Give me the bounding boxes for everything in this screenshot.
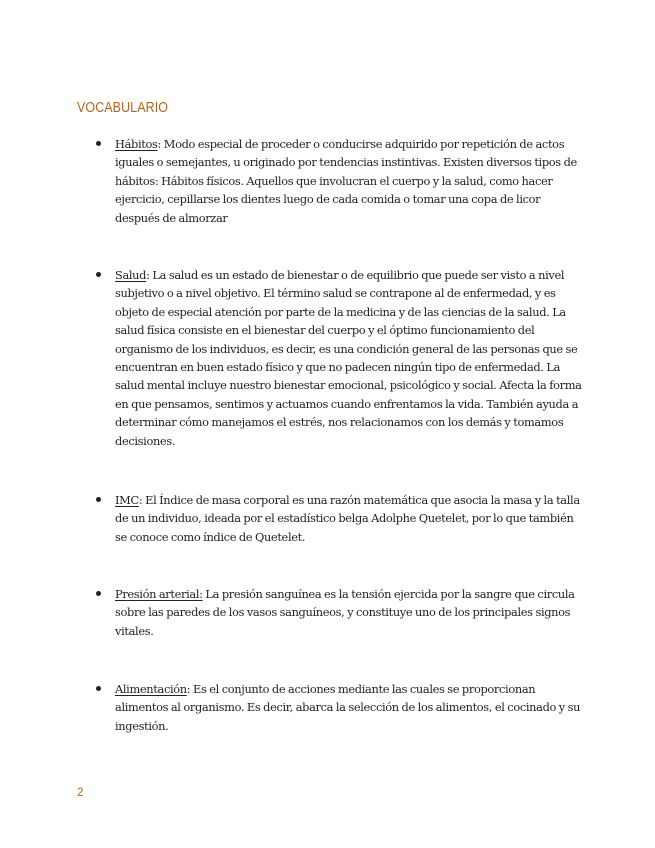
entry-separator: : xyxy=(138,493,143,507)
entry-definition: La presión sanguínea es la tensión ejercida por la sangre que circula sobre las paredes de los vasos sanguíneos, y constituye uno de los principales signos vitales. xyxy=(115,587,575,638)
entry-term: Alimentación xyxy=(115,682,187,696)
page-number: 2 xyxy=(77,787,84,799)
entry-separator: : xyxy=(146,268,150,282)
entry-separator: : xyxy=(186,682,191,696)
entry-text xyxy=(115,135,582,227)
entry-term: Hábitos xyxy=(115,137,158,151)
section-heading: VOCABULARIO xyxy=(77,100,169,116)
bullet-icon xyxy=(96,497,101,502)
entry-definition: El Índice de masa corporal es una razón matemática que asocia la masa y la talla de un individuo, ideada por el estadístico belga Adolphe Quetelet, por lo que también se conoce como índice de Quetelet. xyxy=(115,493,580,544)
entry-text xyxy=(115,680,582,735)
entry-separator: : xyxy=(157,137,161,151)
vocabulary-entry-habitos xyxy=(96,135,582,227)
entry-text xyxy=(115,585,582,640)
vocabulary-entry-presion-arterial xyxy=(96,585,582,640)
entry-term: IMC xyxy=(115,493,139,507)
bullet-icon xyxy=(96,141,101,146)
bullet-icon xyxy=(96,272,101,277)
entry-term: Presión arterial: xyxy=(115,587,203,601)
vocabulary-entry-imc xyxy=(96,491,582,546)
vocabulary-entry-alimentacion xyxy=(96,680,582,735)
entry-text xyxy=(115,266,582,450)
entry-definition: La salud es un estado de bienestar o de equilibrio que puede ser visto a nivel subjetivo o a nivel objetivo. El término salud se contrapone al de enfermedad, y es objeto de especial atención por parte de la medicina y de las ciencias de la salud. La salud física consiste en el bienestar del cuerpo y el óptimo funcionamiento del organismo de los individuos, es decir, es una condición general de las personas que se encuentran en buen estado físico y que no padecen ningún tipo de enfermedad. La salud mental incluye nuestro bienestar emocional, psicológico y social. Afecta la forma en que pensamos, sentimos y actuamos cuando enfrentamos la vida. También ayuda a determinar cómo manejamos el estrés, nos relacionamos con los demás y tomamos decisiones. xyxy=(115,268,582,448)
entry-definition: Modo especial de proceder o conducirse adquirido por repetición de actos iguales o semejantes, u originado por tendencias instintivas. Existen diversos tipos de hábitos: Hábitos físicos. Aquellos que involucran el cuerpo y la salud, como hacer ejercicio, cepillarse los dientes luego de cada comida o tomar una copa de licor después de almorzar xyxy=(115,137,577,225)
entry-text xyxy=(115,491,582,546)
bullet-icon xyxy=(96,686,101,691)
entry-term: Salud xyxy=(115,268,147,282)
entry-definition: Es el conjunto de acciones mediante las cuales se proporcionan alimentos al organismo. Es decir, abarca la selección de los alimentos, el cocinado y su ingestión. xyxy=(115,682,581,733)
vocabulary-entry-salud xyxy=(96,266,582,450)
bullet-icon xyxy=(96,591,101,596)
